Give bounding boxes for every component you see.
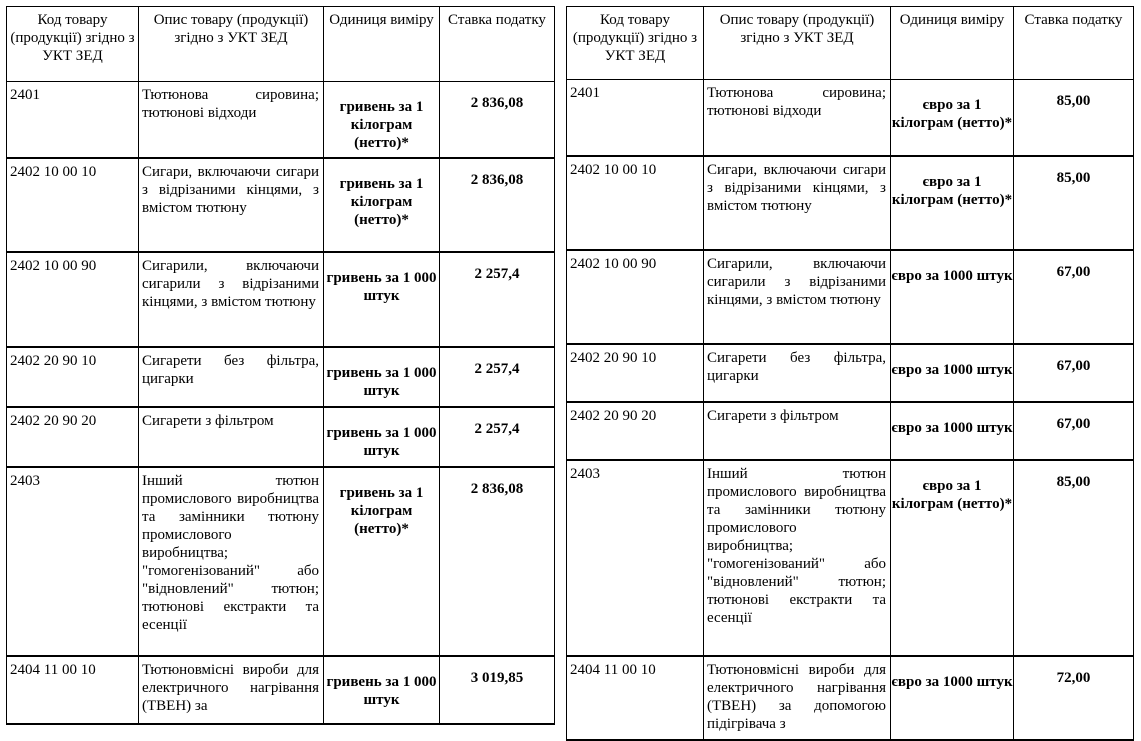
header-row bbox=[567, 7, 1134, 80]
table-row bbox=[7, 347, 555, 407]
table-row bbox=[567, 80, 1134, 156]
right-tax-table bbox=[566, 6, 1134, 741]
row-desc: Сигарили, включаючи сигарили з відрізаними кінцями, з вмістом тютюну bbox=[704, 250, 891, 344]
row-code: 2403 bbox=[7, 467, 139, 656]
table-row bbox=[567, 344, 1134, 402]
table-row bbox=[567, 460, 1134, 656]
row-unit: гривень за 1 000 штук bbox=[324, 347, 440, 407]
row-desc: Інший тютюн промислового виробництва та замінники тютюну промислового виробництва; "гомогенізований" або "відновлений" тютюн; тютюнові екстракти та есенції bbox=[704, 460, 891, 656]
row-unit: євро за 1000 штук bbox=[891, 402, 1014, 460]
row-unit: гривень за 1 000 штук bbox=[324, 656, 440, 724]
row-rate: 2 257,4 bbox=[440, 407, 555, 467]
row-desc: Тютюновмісні вироби для електричного нагрівання (ТВЕН) за допомогою підігрівача з bbox=[704, 656, 891, 740]
row-unit: гривень за 1 000 штук bbox=[324, 252, 440, 347]
row-code: 2402 20 90 20 bbox=[7, 407, 139, 467]
row-code: 2402 20 90 10 bbox=[567, 344, 704, 402]
row-desc: Сигарети з фільтром bbox=[704, 402, 891, 460]
table-row bbox=[567, 402, 1134, 460]
row-code: 2404 11 00 10 bbox=[567, 656, 704, 740]
row-rate: 2 836,08 bbox=[440, 158, 555, 252]
row-unit: євро за 1 кілограм (нетто)* bbox=[891, 80, 1014, 156]
row-rate: 2 257,4 bbox=[440, 347, 555, 407]
table-row bbox=[7, 656, 555, 724]
table-row bbox=[7, 158, 555, 252]
row-rate: 85,00 bbox=[1014, 80, 1134, 156]
row-code: 2402 10 00 90 bbox=[7, 252, 139, 347]
header-rate: Ставка податку bbox=[440, 7, 555, 82]
header-row bbox=[7, 7, 555, 82]
row-rate: 2 257,4 bbox=[440, 252, 555, 347]
row-desc: Сигарети з фільтром bbox=[139, 407, 324, 467]
row-unit: євро за 1000 штук bbox=[891, 344, 1014, 402]
header-unit: Одиниця виміру bbox=[891, 7, 1014, 80]
header-code: Код товару (продукції) згідно з УКТ ЗЕД bbox=[567, 7, 704, 80]
row-code: 2402 20 90 10 bbox=[7, 347, 139, 407]
row-rate: 85,00 bbox=[1014, 156, 1134, 250]
row-unit: євро за 1000 штук bbox=[891, 250, 1014, 344]
left-tax-table bbox=[6, 6, 555, 725]
table-row bbox=[7, 252, 555, 347]
header-code: Код товару (продукції) згідно з УКТ ЗЕД bbox=[7, 7, 139, 82]
table-row bbox=[7, 407, 555, 467]
header-desc: Опис товару (продукції) згідно з УКТ ЗЕД bbox=[704, 7, 891, 80]
row-rate: 72,00 bbox=[1014, 656, 1134, 740]
row-desc: Сигарети без фільтра, цигарки bbox=[704, 344, 891, 402]
row-code: 2402 10 00 90 bbox=[567, 250, 704, 344]
row-unit: гривень за 1 000 штук bbox=[324, 407, 440, 467]
table-row bbox=[567, 156, 1134, 250]
row-rate: 2 836,08 bbox=[440, 467, 555, 656]
row-code: 2402 10 00 10 bbox=[567, 156, 704, 250]
row-rate: 67,00 bbox=[1014, 250, 1134, 344]
row-rate: 3 019,85 bbox=[440, 656, 555, 724]
row-desc: Сигарети без фільтра, цигарки bbox=[139, 347, 324, 407]
row-unit: євро за 1 кілограм (нетто)* bbox=[891, 156, 1014, 250]
row-code: 2402 10 00 10 bbox=[7, 158, 139, 252]
row-desc: Сигари, включаючи сигари з відрізаними кінцями, з вмістом тютюну bbox=[704, 156, 891, 250]
row-desc: Інший тютюн промислового виробництва та замінники тютюну промислового виробництва; "гомогенізований" або "відновлений" тютюн; тютюнові екстракти та есенції bbox=[139, 467, 324, 656]
row-code: 2401 bbox=[7, 82, 139, 158]
row-desc: Сигарили, включаючи сигарили з відрізаними кінцями, з вмістом тютюну bbox=[139, 252, 324, 347]
table-row bbox=[567, 250, 1134, 344]
row-code: 2404 11 00 10 bbox=[7, 656, 139, 724]
row-unit: євро за 1 кілограм (нетто)* bbox=[891, 460, 1014, 656]
row-rate: 85,00 bbox=[1014, 460, 1134, 656]
row-unit: гривень за 1 кілограм (нетто)* bbox=[324, 82, 440, 158]
row-desc: Тютюнова сировина; тютюнові відходи bbox=[704, 80, 891, 156]
row-rate: 67,00 bbox=[1014, 344, 1134, 402]
table-row bbox=[7, 82, 555, 158]
row-unit: гривень за 1 кілограм (нетто)* bbox=[324, 467, 440, 656]
table-row bbox=[7, 467, 555, 656]
row-unit: гривень за 1 кілограм (нетто)* bbox=[324, 158, 440, 252]
row-code: 2401 bbox=[567, 80, 704, 156]
header-desc: Опис товару (продукції) згідно з УКТ ЗЕД bbox=[139, 7, 324, 82]
row-rate: 67,00 bbox=[1014, 402, 1134, 460]
header-unit: Одиниця виміру bbox=[324, 7, 440, 82]
row-code: 2402 20 90 20 bbox=[567, 402, 704, 460]
row-desc: Тютюнова сировина; тютюнові відходи bbox=[139, 82, 324, 158]
row-code: 2403 bbox=[567, 460, 704, 656]
table-row bbox=[567, 656, 1134, 740]
header-rate: Ставка податку bbox=[1014, 7, 1134, 80]
row-desc: Сигари, включаючи сигари з відрізаними кінцями, з вмістом тютюну bbox=[139, 158, 324, 252]
row-unit: євро за 1000 штук bbox=[891, 656, 1014, 740]
row-desc: Тютюновмісні вироби для електричного нагрівання (ТВЕН) за bbox=[139, 656, 324, 724]
row-rate: 2 836,08 bbox=[440, 82, 555, 158]
